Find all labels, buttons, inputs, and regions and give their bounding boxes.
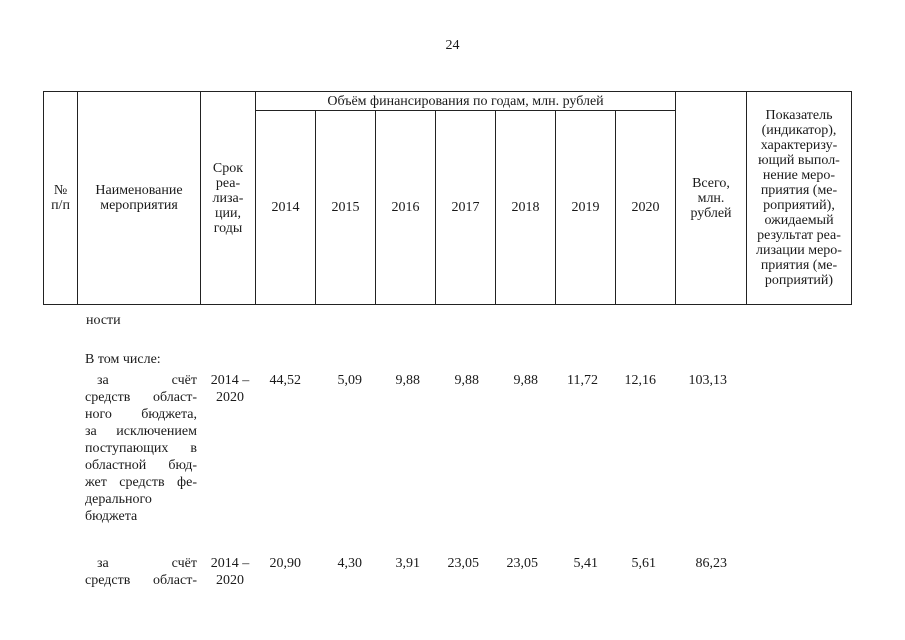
row-total: 86,23 bbox=[695, 556, 727, 571]
row-value: 3,91 bbox=[395, 556, 420, 571]
row-name-line: жет средств фе- bbox=[85, 475, 197, 490]
row-name-line: дерального bbox=[85, 492, 152, 507]
row-value: 44,52 bbox=[269, 373, 301, 388]
header-year: 2020 bbox=[616, 111, 676, 305]
row-name-line: за исключением bbox=[85, 424, 197, 439]
row-total: 103,13 bbox=[688, 373, 727, 388]
row-value: 9,88 bbox=[513, 373, 538, 388]
row-value: 5,09 bbox=[337, 373, 362, 388]
header-year: 2016 bbox=[376, 111, 436, 305]
header-name: Наименование мероприятия bbox=[78, 92, 201, 305]
row-name-line: поступающих в bbox=[85, 441, 197, 456]
row-value: 20,90 bbox=[269, 556, 301, 571]
row-value: 23,05 bbox=[506, 556, 538, 571]
row-term-line: 2020 bbox=[216, 573, 244, 588]
header-year: 2018 bbox=[496, 111, 556, 305]
page-number: 24 bbox=[445, 38, 460, 53]
row-term-line: 2014 – bbox=[210, 556, 250, 571]
row-name bbox=[85, 372, 197, 525]
row-value: 4,30 bbox=[337, 556, 362, 571]
row-value: 23,05 bbox=[447, 556, 479, 571]
row-name-line: за счёт bbox=[97, 556, 197, 571]
row-term-line: 2014 – bbox=[210, 373, 250, 388]
row-value: 12,16 bbox=[624, 373, 656, 388]
header-year: 2019 bbox=[556, 111, 616, 305]
header-total: Всего, млн. рублей bbox=[676, 92, 747, 305]
continuation-text: ности bbox=[86, 313, 121, 328]
row-name-line: областной бюд- bbox=[85, 458, 197, 473]
header-indicator: Показатель (индикатор), характеризу- ющий выпол- нение меро- приятия (ме- роприятий), ожидаемый результат реа- лизации меро- приятия (ме- роприятий) bbox=[747, 92, 852, 305]
row-name-line: средств област- bbox=[85, 573, 197, 588]
subheading: В том числе: bbox=[85, 352, 161, 367]
row-value: 11,72 bbox=[567, 373, 598, 388]
row-name-line: ного бюджета, bbox=[85, 407, 197, 422]
row-value: 5,41 bbox=[573, 556, 598, 571]
row-value: 9,88 bbox=[395, 373, 420, 388]
header-year: 2015 bbox=[316, 111, 376, 305]
row-name bbox=[85, 555, 197, 589]
row-name-line: бюджета bbox=[85, 509, 138, 524]
row-name-line: средств област- bbox=[85, 390, 197, 405]
header-year: 2014 bbox=[256, 111, 316, 305]
header-term: Срок реа- лиза- ции, годы bbox=[201, 92, 256, 305]
header-year: 2017 bbox=[436, 111, 496, 305]
row-name-line: за счёт bbox=[97, 373, 197, 388]
row-value: 5,61 bbox=[631, 556, 656, 571]
table-header bbox=[43, 91, 852, 305]
header-num: № п/п bbox=[44, 92, 78, 305]
row-value: 9,88 bbox=[454, 373, 479, 388]
header-financing: Объём финансирования по годам, млн. рублей bbox=[256, 92, 676, 111]
row-term-line: 2020 bbox=[216, 390, 244, 405]
